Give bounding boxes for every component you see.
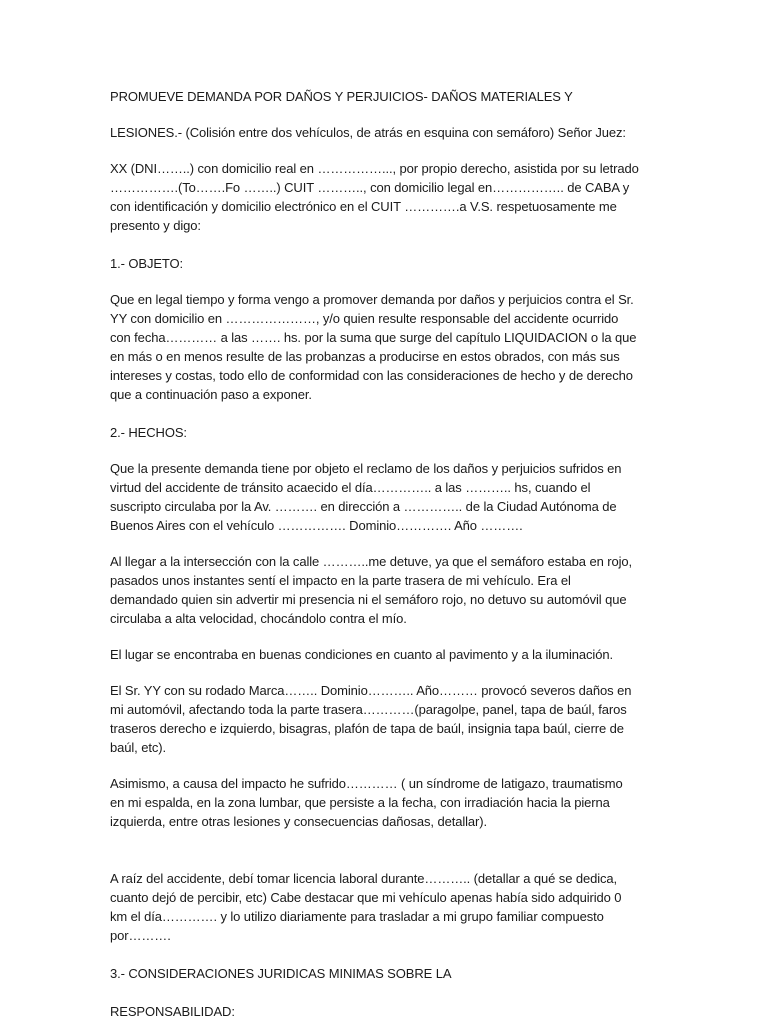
paragraph-hechos-5: Asimismo, a causa del impacto he sufrido………… ( un síndrome de latigazo, traumatismo en mi espalda, en la zona lumbar, que persiste a la fecha, con irradiación hacia la pierna izquierda, entre otras lesiones y consecuencias dañosas, detallar). xyxy=(110,776,623,829)
section-heading-objeto: 1.- OBJETO: xyxy=(110,256,184,271)
paragraph-hechos-6: A raíz del accidente, debí tomar licencia laboral durante……….. (detallar a qué se dedica, cuanto dejó de percibir, etc) Cabe destacar que mi vehículo apenas había sido adquirido 0 km el día…………. y lo utilizo diariamente para trasladar a mi grupo familiar compuesto por………. xyxy=(110,871,622,943)
document-title-line-1: PROMUEVE DEMANDA POR DAÑOS Y PERJUICIOS- DAÑOS MATERIALES Y xyxy=(110,89,573,104)
section-heading-responsabilidad: RESPONSABILIDAD: xyxy=(110,1004,235,1019)
document-title-line-2: LESIONES.- (Colisión entre dos vehículos, de atrás en esquina con semáforo) Señor Juez: xyxy=(110,125,626,140)
paragraph-hechos-2: Al llegar a la intersección con la calle ………..me detuve, ya que el semáforo estaba en rojo, pasados unos instantes sentí el impacto en la parte trasera de mi vehículo. Era el demandado quien sin advertir mi presencia ni el semáforo rojo, no detuvo su automóvil que circulaba a alta velocidad, chocándolo contra el mío. xyxy=(110,554,633,626)
paragraph-hechos-3: El lugar se encontraba en buenas condiciones en cuanto al pavimento y a la iluminación. xyxy=(110,647,613,662)
section-heading-consideraciones: 3.- CONSIDERACIONES JURIDICAS MINIMAS SOBRE LA xyxy=(110,966,452,981)
document-page xyxy=(110,87,640,1021)
paragraph-hechos-4: El Sr. YY con su rodado Marca…….. Dominio……….. Año……… provocó severos daños en mi automóvil, afectando toda la parte trasera…………(paragolpe, panel, tapa de baúl, faros traseros derecho e izquierdo, bisagras, plafón de tapa de baúl, insignia tapa baúl, cierre de baúl, etc). xyxy=(110,683,632,755)
paragraph-hechos-1: Que la presente demanda tiene por objeto el reclamo de los daños y perjuicios sufridos en virtud del accidente de tránsito acaecido el día………….. a las ……….. hs, cuando el suscripto circulaba por la Av. ………. en dirección a ………….. de la Ciudad Autónoma de Buenos Aires con el vehículo ……………. Dominio…………. Año ………. xyxy=(110,461,622,533)
section-heading-hechos: 2.- HECHOS: xyxy=(110,425,187,440)
paragraph-presentation: XX (DNI……..) con domicilio real en ……………..., por propio derecho, asistida por su letrado …………….(To…….Fo ……..) CUIT ……….., con domicilio legal en…………….. de CABA y con identificación y domicilio electrónico en el CUIT ………….a V.S. respetuosamente me presento y digo: xyxy=(110,161,639,233)
paragraph-objeto: Que en legal tiempo y forma vengo a promover demanda por daños y perjuicios contra el Sr. YY con domicilio en …………………, y/o quien resulte responsable del accidente ocurrido con fecha………… a las ……. hs. por la suma que surge del capítulo LIQUIDACION o la que en más o en menos resulte de las probanzas a producirse en estos obrados, con más sus intereses y costas, todo ello de conformidad con las consideraciones de hecho y de derecho que a continuación paso a exponer. xyxy=(110,292,637,402)
